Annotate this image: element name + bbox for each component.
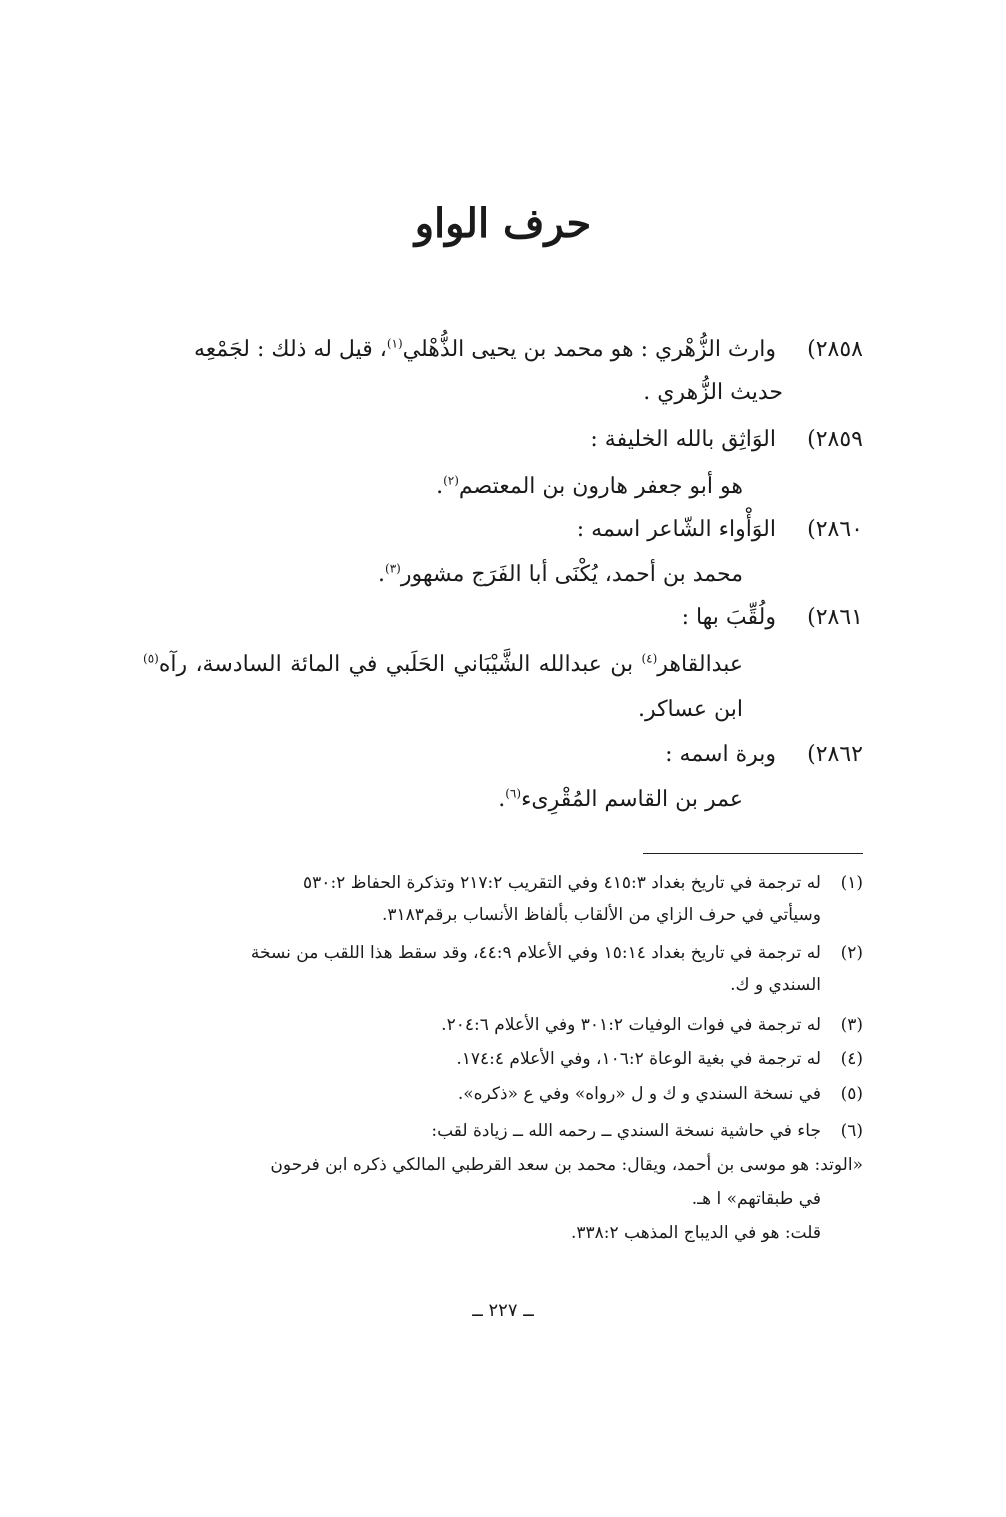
footnote-1-line2: وسيأتي في حرف الزاي من الألقاب بألفاظ الأنساب برقم٣١٨٣. [381,905,821,925]
page-number: ــ ٢٢٧ ــ [472,1300,534,1321]
entry-text: الوَاثِق بالله الخليفة : [590,427,776,452]
footnote-4-line1: له ترجمة في بغية الوعاة ١٠٦:٢، وفي الأعلام ١٧٤:٤. [456,1049,821,1069]
entry-number: ٢٨٦١) [807,605,863,630]
footnote-6-line4: قلت: هو في الديباج المذهب ٣٣٨:٢. [570,1223,821,1243]
entry-2860-line2 [378,560,743,590]
footnote-ref: (٣) [385,561,401,576]
footnote-6-line3: في طبقاتهم» ا هـ. [691,1189,821,1209]
entry-number: ٢٨٦٠) [807,517,863,542]
entry-2861-line3: ابن عساكر. [637,697,743,722]
entry-2858-line2: حديث الزُّهري . [643,380,783,405]
entry-2858-line1 [194,335,863,365]
footnote-1-line1: له ترجمة في تاريخ بغداد ٤١٥:٣ وفي التقريب ٢١٧:٢ وتذكرة الحفاظ ٥٣٠:٢ [303,873,821,893]
entry-2861-line2 [143,650,743,680]
entry-text: ولُقِّبَ بها : [681,605,776,630]
footnote-6-line1: جاء في حاشية نسخة السندي ــ رحمه الله ــ زيادة لقب: [431,1121,821,1141]
footnote-ref: (٢) [443,473,459,488]
footnote-6-line2: «الوتد: هو موسى بن أحمد، ويقال: محمد بن سعد القرطبي المالكي ذكره ابن فرحون [270,1155,863,1175]
footnote-2-line2: السندي و ك. [730,975,821,995]
entry-text: عمر بن القاسم المُقْرِىء [521,787,743,812]
entry-text-end: . [378,562,385,587]
chapter-title: حرف الواو [414,200,592,247]
entry-text: وبرة اسمه : [665,742,776,767]
entry-2859-line1 [590,425,863,455]
entry-number: ٢٨٥٩) [807,427,863,452]
footnote-ref: (٤) [641,651,658,666]
entry-number: ٢٨٥٨) [807,337,863,362]
entry-text: هو أبو جعفر هارون بن المعتصم [458,474,743,499]
footnote-number: (٦) [840,1121,863,1141]
footnote-2-line1: له ترجمة في تاريخ بغداد ١٥:١٤ وفي الأعلام ٤٤:٩، وقد سقط هذا اللقب من نسخة [250,943,821,963]
footnote-number: (٤) [840,1049,863,1069]
entry-text: عبدالقاهر [657,652,743,677]
entry-text: محمد بن أحمد، يُكْنَى أبا الفَرَج مشهور [400,562,743,587]
footnote-number: (١) [840,873,863,893]
entry-text-rest: بن عبدالله الشَّيْبَاني الحَلَبي في المائة السادسة، رآه [158,652,642,677]
footnote-ref: (٦) [505,786,522,801]
entry-text: وارث الزُّهْري : هو محمد بن يحيى الذُّهْلي [402,337,776,362]
entry-number: ٢٨٦٢) [807,742,863,767]
footnote-divider [643,853,863,854]
entry-2862-line2 [498,785,743,815]
entry-2861-line1 [682,603,863,633]
entry-text-end: . [436,474,444,499]
footnote-3-line1: له ترجمة في فوات الوفيات ٣٠١:٢ وفي الأعلام ٢٠٤:٦. [441,1015,821,1035]
entry-2860-line1 [577,515,863,545]
footnote-number: (٥) [840,1084,863,1104]
footnote-ref: (١) [386,336,403,351]
entry-text-end: . [498,787,506,812]
footnote-5-line1: في نسخة السندي و ك و ل «رواه» وفي ع «ذكره». [457,1084,821,1104]
footnote-number: (٣) [840,1015,863,1035]
entry-2862-line1 [665,740,863,770]
footnote-ref: (٥) [143,651,159,666]
entry-text-rest: ، قيل له ذلك : لجَمْعِه [193,337,387,362]
footnote-number: (٢) [840,943,863,963]
entry-2859-line2 [436,472,743,502]
entry-text: الوَأْواء الشّاعر اسمه : [576,517,776,542]
